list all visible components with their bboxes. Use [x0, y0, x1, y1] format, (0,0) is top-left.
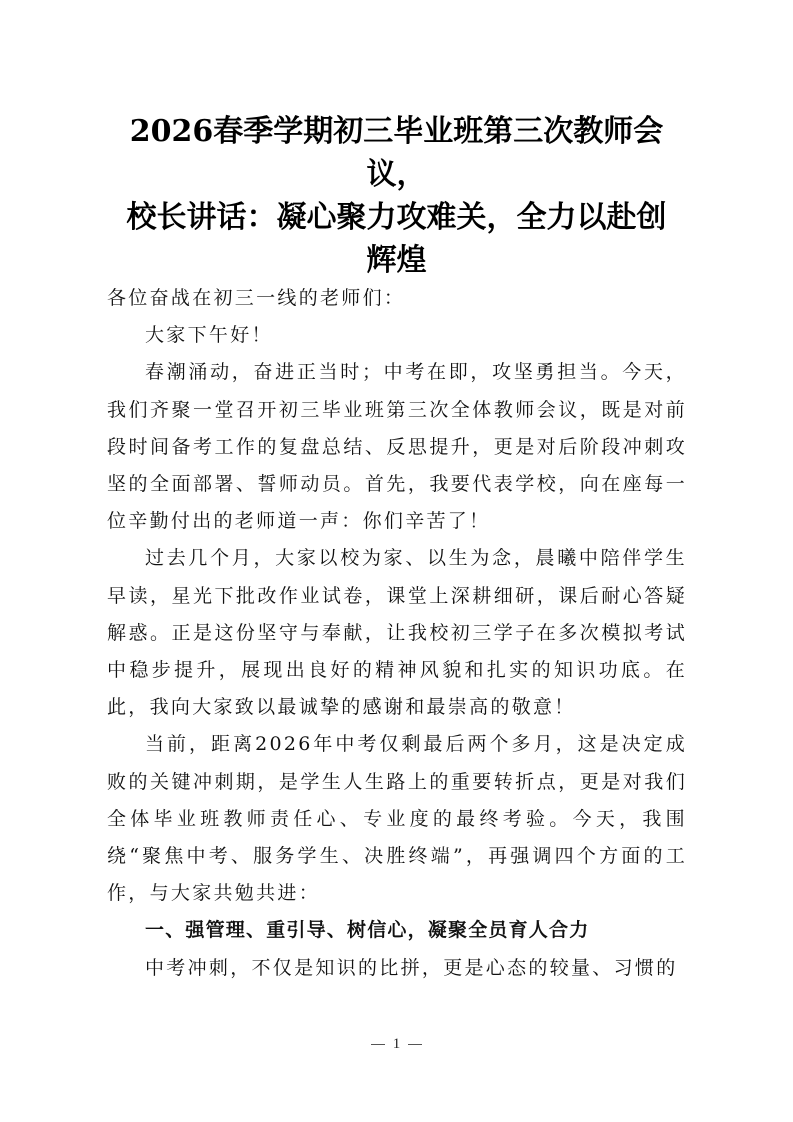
- paragraph: 过去几个月，大家以校为家、以生为念，晨曦中陪伴学生早读，星光下批改作业试卷，课堂上深耕细研，课后耐心答疑解惑。正是这份坚守与奉献，让我校初三学子在多次模拟考试中稳步提升，展现出良好的精神风貌和扎实的知识功底。在此，我向大家致以最诚挚的感谢和最崇高的敬意！: [107, 547, 687, 719]
- dash-left: [371, 1044, 385, 1045]
- document-title: [100, 110, 693, 282]
- page-footer: [0, 1036, 793, 1053]
- document-body: [107, 280, 687, 987]
- paragraph: 春潮涌动，奋进正当时；中考在即，攻坚勇担当。今天，我们齐聚一堂召开初三毕业班第三次全体教师会议，既是对前段时间备考工作的复盘总结、反思提升，更是对后阶段冲刺攻坚的全面部署、誓师动员。首先，我要代表学校，向在座每一位辛勤付出的老师道一声：你们辛苦了！: [107, 361, 687, 533]
- title-line: 校长讲话：凝心聚力攻难关，全力以赴创: [126, 200, 667, 235]
- salutation: 各位奋战在初三一线的老师们：: [107, 287, 406, 309]
- paragraph: 中考冲刺，不仅是知识的比拼，更是心态的较量、习惯的: [145, 956, 678, 979]
- paragraph: 当前，距离2026年中考仅剩最后两个多月，这是决定成败的关键冲刺期，是学生人生路上的重要转折点，更是对我们全体毕业班教师责任心、专业度的最终考验。今天，我围绕“聚焦中考、服务学生、决胜终端”，再强调四个方面的工作，与大家共勉共进：: [107, 733, 687, 905]
- page-number: 1: [392, 1036, 401, 1052]
- dash-right: [408, 1044, 422, 1045]
- title-line: 辉煌: [366, 243, 427, 278]
- section-heading: 一、强管理、重引导、树信心，凝聚全员育人合力: [145, 919, 590, 942]
- greeting: 大家下午好！: [145, 324, 273, 347]
- title-line: 2026春季学期初三毕业班第三次教师会议，: [129, 114, 664, 192]
